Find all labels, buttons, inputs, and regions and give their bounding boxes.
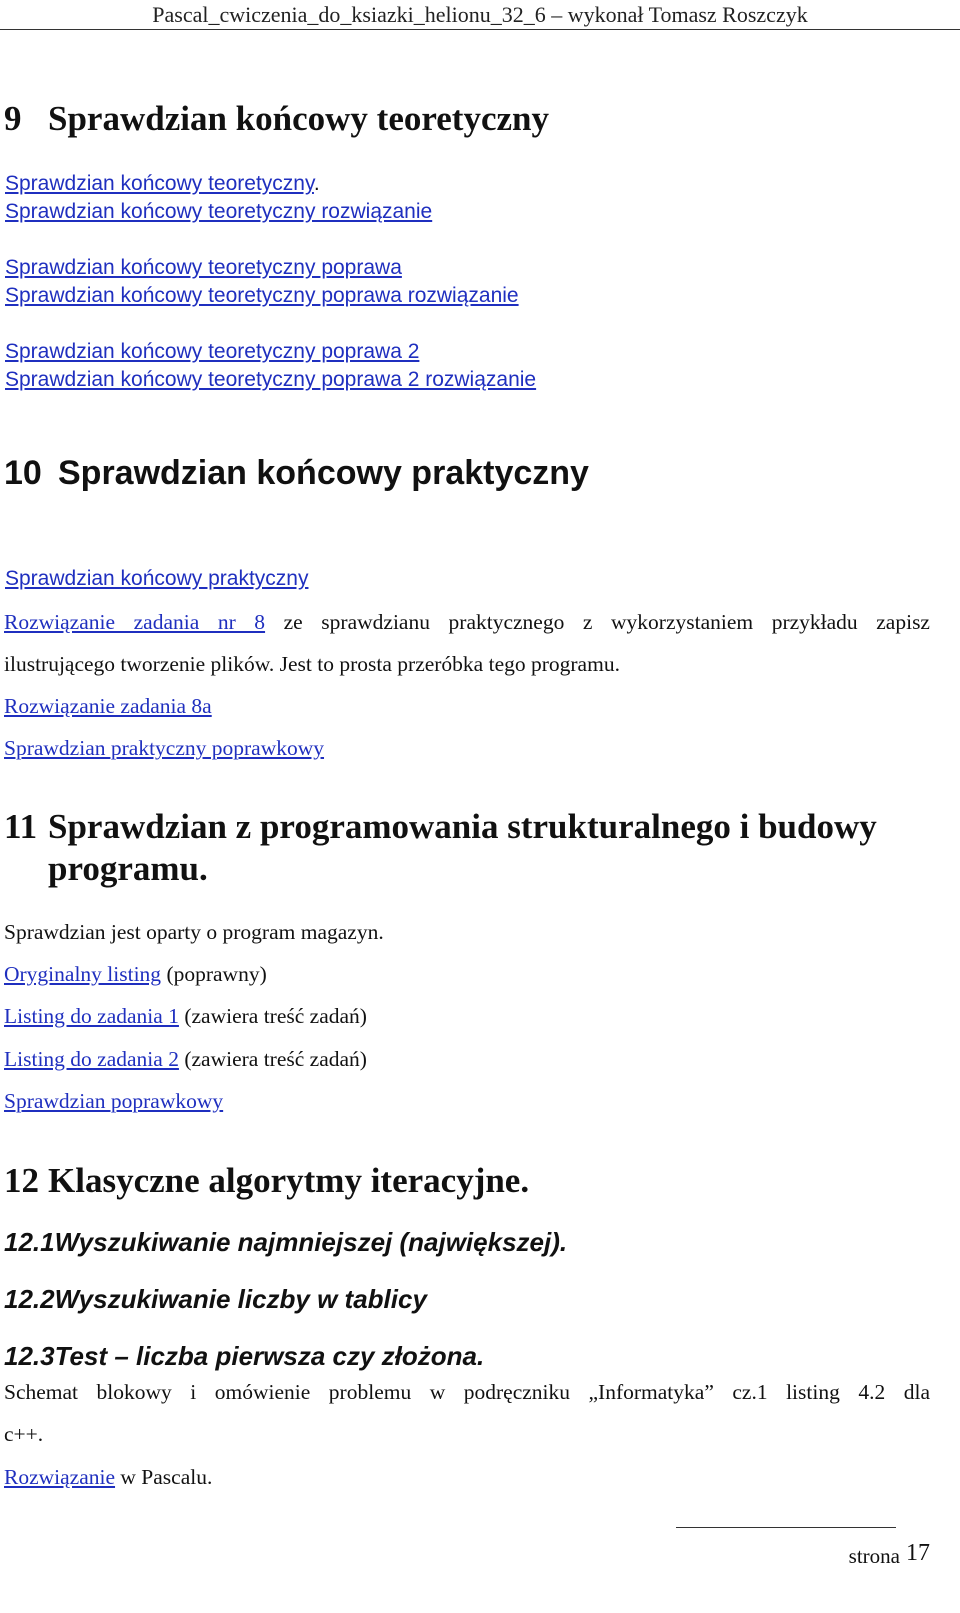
subsection-12-1-title: Wyszukiwanie najmniejszej (największej). [54,1227,568,1257]
link-listing-do-zadania-2[interactable]: Listing do zadania 2 [4,1047,179,1071]
link-sprawdzian-teoretyczny-poprawa-2-rozwiazanie[interactable]: Sprawdzian końcowy teoretyczny poprawa 2 rozwiązanie [5,368,537,391]
section-9-heading [4,98,549,140]
section-11-title-line-2: programu. [48,849,208,888]
section-12-paragraph-line-1: Schemat blokowy i omówienie problemu w podręczniku „Informatyka” cz.1 listing 4.2 dla [4,1380,930,1404]
subsection-12-3-title: Test – liczba pierwsza czy złożona. [54,1341,485,1371]
section-12-title: Klasyczne algorytmy iteracyjne. [48,1161,530,1200]
section-10-title: Sprawdzian końcowy praktyczny [58,454,589,492]
subsection-12-1-number: 12.1 [4,1227,55,1257]
section-10-paragraph-line-2: ilustrującego tworzenie plików. Jest to prosta przeróbka tego programu. [4,652,620,676]
footer-divider [676,1527,896,1528]
section-11-item-1 [4,960,267,988]
link-rozwiazanie-zadania-nr-8[interactable]: Rozwiązanie zadania nr 8 [4,610,266,634]
section-11-heading [4,806,934,848]
link-sprawdzian-teoretyczny-poprawa-rozwiazanie[interactable]: Sprawdzian końcowy teoretyczny poprawa rozwiązanie [5,284,519,307]
subsection-12-2-title: Wyszukiwanie liczby w tablicy [54,1284,427,1314]
link-sprawdzian-teoretyczny-poprawa[interactable]: Sprawdzian końcowy teoretyczny poprawa [5,256,402,279]
paragraph-text-1: ze sprawdzianu praktycznego z wykorzystaniem przykładu zapisz [265,610,930,634]
page-number: 17 [906,1540,930,1566]
section-10-number: 10 [4,454,42,492]
section-11-item-4 [4,1087,223,1115]
subsection-12-3-number: 12.3 [4,1341,55,1371]
section-11-intro: Sprawdzian jest oparty o program magazyn. [4,920,384,944]
subsection-12-1-heading [4,1226,567,1258]
section-11-item-3 [4,1045,367,1073]
section-12-final-line [4,1463,212,1491]
link-sprawdzian-teoretyczny-poprawa-2[interactable]: Sprawdzian końcowy teoretyczny poprawa 2 [5,340,420,363]
link-listing-do-zadania-1[interactable]: Listing do zadania 1 [4,1004,179,1028]
page-header: Pascal_cwiczenia_do_ksiazki_helionu_32_6 – wykonał Tomasz Roszczyk [152,2,808,27]
section-11-number: 11 [4,807,38,846]
section-9-links-group-2 [5,254,519,310]
section-10-link-line-1 [4,692,212,720]
link-rozwiazanie[interactable]: Rozwiązanie [4,1465,116,1489]
section-9-links-group-1 [5,170,432,226]
section-10-link-block [5,565,308,593]
footer-label: strona [848,1544,900,1568]
link-sprawdzian-koncowy-teoretyczny[interactable]: Sprawdzian końcowy teoretyczny [5,172,314,195]
section-9-links-group-3 [5,338,536,394]
section-11-title-line-1: Sprawdzian z programowania strukturalnego i budowy [48,807,877,846]
section-9-number: 9 [4,99,22,138]
link-sprawdzian-praktyczny-poprawkowy[interactable]: Sprawdzian praktyczny poprawkowy [4,736,325,760]
section-10-link-line-2 [4,734,324,762]
section-12-heading [4,1160,529,1202]
section-9-title: Sprawdzian końcowy teoretyczny [48,99,549,138]
link-rozwiazanie-zadania-8a[interactable]: Rozwiązanie zadania 8a [4,694,212,718]
subsection-12-2-heading [4,1283,427,1315]
link-sprawdzian-teoretyczny-rozwiazanie[interactable]: Sprawdzian końcowy teoretyczny rozwiązanie [5,200,433,223]
item-2-note: (zawiera treść zadań) [178,1004,367,1028]
section-10-paragraph-line-1 [4,608,930,636]
section-11-item-2 [4,1002,367,1030]
link-oryginalny-listing[interactable]: Oryginalny listing [4,962,162,986]
link1-suffix: . [313,172,320,195]
final-line-text: w Pascalu. [115,1465,213,1489]
link-sprawdzian-koncowy-praktyczny[interactable]: Sprawdzian końcowy praktyczny [5,567,309,590]
section-10-heading [4,452,589,494]
page-footer [848,1540,930,1570]
section-12-paragraph-line-2: c++. [4,1422,44,1446]
subsection-12-2-number: 12.2 [4,1284,55,1314]
link-sprawdzian-poprawkowy[interactable]: Sprawdzian poprawkowy [4,1089,224,1113]
section-12-number: 12 [4,1161,39,1200]
item-3-note: (zawiera treść zadań) [178,1047,367,1071]
header-divider [0,29,960,30]
item-1-note: (poprawny) [161,962,267,986]
subsection-12-3-heading [4,1340,484,1372]
